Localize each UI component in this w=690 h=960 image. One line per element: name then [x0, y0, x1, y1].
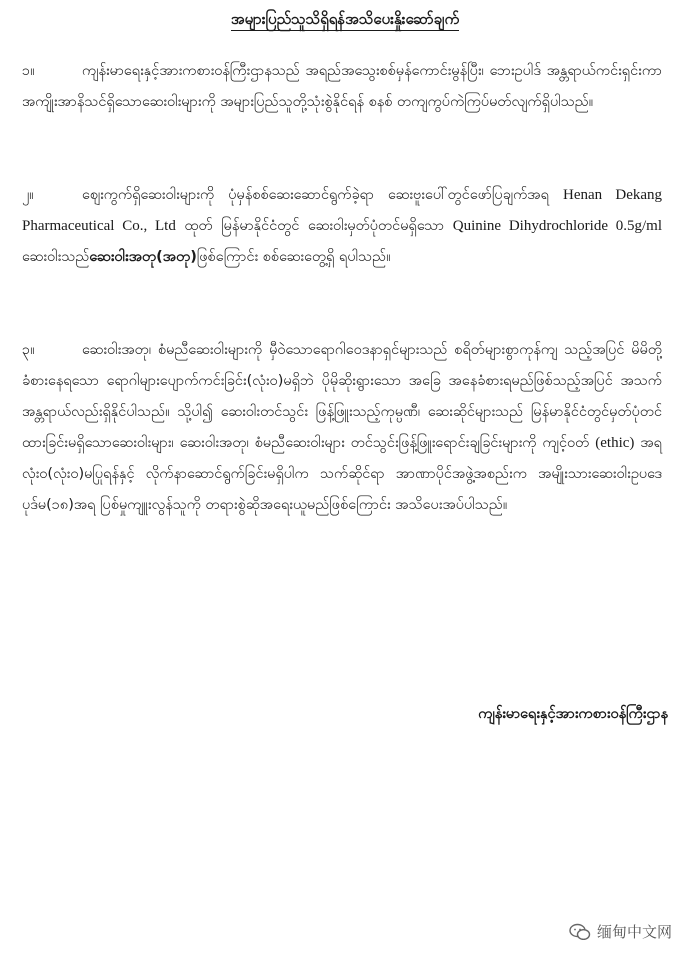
paragraph-3-text-a: ဆေးဝါးအတု၊ စံမညီဆေးဝါးများကို မှီဝဲသောရောဂါဝေဒနာရှင်များသည် စရိတ်များစွာကုန်ကျ သည့်အပြင် မိမိတို့ခံစားနေရသော ရောဂါများပျောက်ကင်းခြင်း(လုံးဝ)မရှိဘဲ ပိုမိုဆိုးရွားသော အခြေ အနေခံစားရမည်ဖြစ်သည့်အပြင် အသက်အန္တရာယ်လည်းရှိနိုင်ပါသည်။ သို့ပါ၍ ဆေးဝါးတင်သွင်း ဖြန့်ဖြူးသည့်ကုမ္ပဏီ၊ ဆေးဆိုင်များသည် မြန်မာနိုင်ငံတွင်မှတ်ပုံတင်ထားခြင်းမရှိသောဆေးဝါးများ၊ ဆေးဝါးအတု၊ စံမညီဆေးဝါးများ တင်သွင်းဖြန့်ဖြူးရောင်းချခြင်းများကို ကျင့်ဝတ်: [22, 342, 662, 451]
watermark-text: 缅甸中文网: [596, 923, 672, 941]
notice-title: [0, 8, 690, 30]
paragraph-2-text-b: ထုတ် မြန်မာနိုင်ငံတွင် ဆေးဝါးမှတ်ပုံတင်မရှိသော: [184, 218, 445, 234]
paragraph-2-text-d: ဖြစ်ကြောင်း စစ်ဆေးတွေ့ရှိ ရပါသည်။: [196, 249, 391, 265]
paragraph-3-text-b: အရ လုံးဝ(လုံးဝ)မပြုရန်နှင့် လိုက်နာဆောင်ရွက်ခြင်းမရှိပါက သက်ဆိုင်ရာ အာဏာပိုင်အဖွဲ့အစည်းက အမျိုးသားဆေးဝါးဥပဒေပုဒ်မ(၁၈)အရ ပြစ်မှုကျူးလွန်သူကို တရားစွဲဆိုအရေးယူမည်ဖြစ်ကြောင်း အသိပေးအပ်ပါသည်။: [22, 435, 663, 513]
drug-name: Quinine Dihydrochloride 0.5g/ml: [452, 218, 662, 234]
paragraph-3-number: ၃။: [22, 342, 35, 358]
paragraph-2-text-c: ဆေးဝါးသည်: [22, 249, 90, 265]
company-name: Henan Dekang Pharmaceutical Co., Ltd: [22, 187, 663, 234]
signature: ကျန်းမာရေးနှင့်အားကစားဝန်ကြီးဌာန: [478, 706, 668, 722]
paragraph-3: [22, 335, 662, 521]
counterfeit-highlight: ဆေးဝါးအတု(အတု): [89, 249, 197, 265]
watermark: [569, 921, 672, 942]
wechat-icon: [569, 923, 591, 941]
paragraph-1-number: ၁။: [22, 63, 35, 79]
paragraph-2: [22, 180, 662, 273]
paragraph-2-number: ၂။: [22, 187, 34, 203]
paragraph-2-text-a: ဈေးကွက်ရှိဆေးဝါးများကို ပုံမှန်စစ်ဆေးဆောင်ရွက်ခဲ့ရာ ဆေးဗူးပေါ်တွင်ဖော်ပြချက်အရ: [82, 187, 549, 203]
paragraph-1: [22, 56, 662, 118]
title-text: အများပြည်သူသိရှိရန်အသိပေးနှိုးဆော်ချက်: [231, 10, 459, 31]
paragraph-1-text: ကျန်းမာရေးနှင့်အားကစားဝန်ကြီးဌာနသည် အရည်အသွေးစစ်မှန်ကောင်းမွန်ပြီး၊ ဘေးဥပါဒ် အန္တရာယ်ကင်းရှင်းကာ အကျိုးအာနိသင်ရှိသောဆေးဝါးများကို အများပြည်သူတို့သုံးစွဲနိုင်ရန် စနစ် တကျကွပ်ကဲကြပ်မတ်လျက်ရှိပါသည်။: [22, 63, 662, 110]
ethic-term: (ethic): [595, 435, 635, 451]
